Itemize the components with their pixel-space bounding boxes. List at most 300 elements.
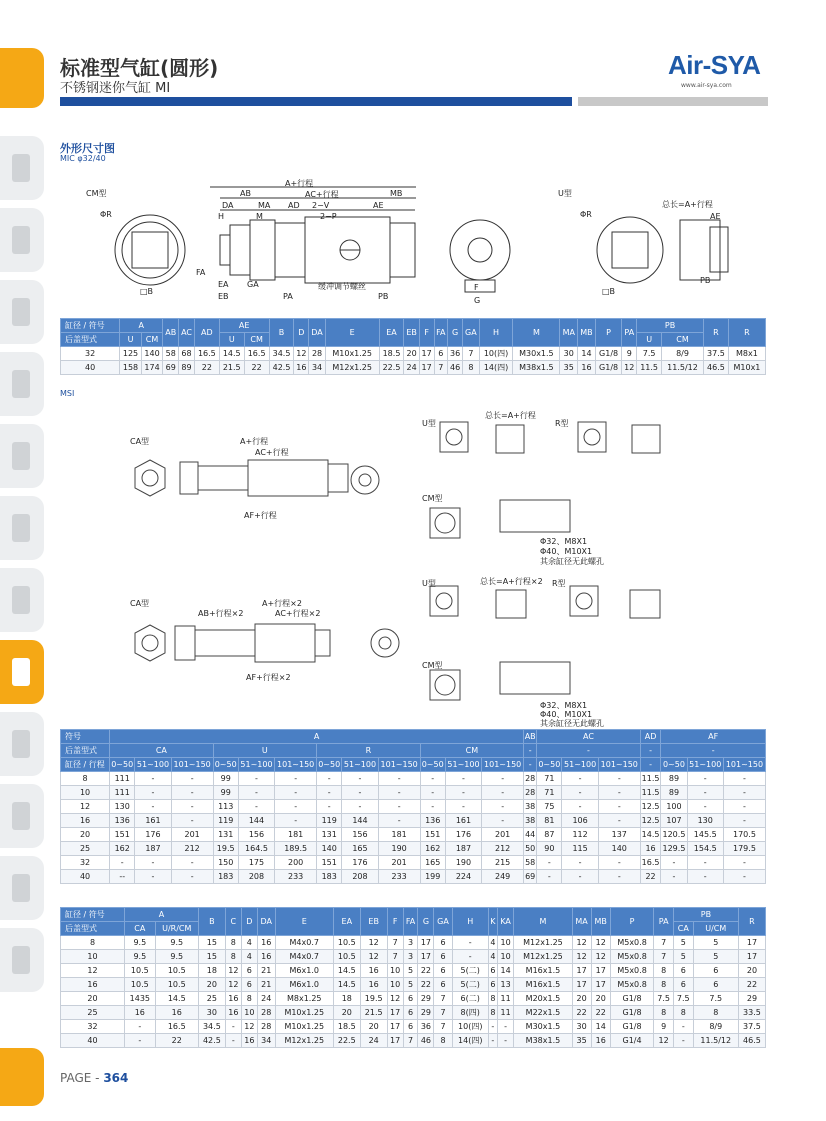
table-cell: 7 [434,1020,452,1034]
table-cell: 21 [257,978,275,992]
table-cell: 6 [434,978,452,992]
table-header: AC [179,319,195,347]
table-cell: - [342,786,378,800]
table-cell: 37.5 [738,1020,765,1034]
table-cell: 12.5 [640,814,661,828]
table-cell: 161 [135,814,171,828]
table-header: D [241,908,257,936]
table-cell: 9.5 [125,950,156,964]
table-cell: 145.5 [687,828,723,842]
table-cell: 38 [524,800,537,814]
table-header: P [610,908,654,936]
table-cell: M10x1.25 [275,1006,333,1020]
table-cell: M4x0.7 [275,950,333,964]
table-cell: 9 [622,347,637,361]
table-cell: 8 [61,772,110,786]
table-header: CM [244,333,269,347]
ad-label: AD [288,201,300,210]
table-header: GA [462,319,479,347]
table-cell: 34.5 [198,1020,225,1034]
table-cell: 8 [241,992,257,1006]
table-cell: 174 [141,361,163,375]
table-cell: 22 [418,964,434,978]
table-header: CM [141,333,163,347]
table-cell: - [275,772,317,786]
table-cell: 12.5 [640,800,661,814]
table-cell: 18 [198,964,225,978]
table-cell: 12 [622,361,637,375]
table-row [61,978,766,992]
table-cell: 131 [317,828,342,842]
table-cell: 8(四) [452,1006,488,1020]
table-cell: 165 [342,842,378,856]
table-cell: 6 [403,1006,418,1020]
table-cell: 16 [241,1034,257,1048]
table-cell: - [275,800,317,814]
table-cell: - [598,772,640,786]
table-cell: 17 [418,950,434,964]
table-cell: 11.5 [637,361,662,375]
table-cell: 20 [333,1006,360,1020]
table-header: E [325,319,379,347]
ab-label: AB [240,189,251,198]
table-cell: 46 [418,1034,434,1048]
h-label: H [218,212,225,221]
table-cell: 8/9 [662,347,704,361]
table-cell: 8 [434,1034,452,1048]
table-cell: - [661,870,687,884]
table-header: R [738,908,765,936]
table-cell: M12x1.25 [275,1034,333,1048]
table-cell: - [537,856,562,870]
table-cell: 18 [333,992,360,1006]
table-cell: - [723,772,765,786]
table-cell: 28 [257,1006,275,1020]
f-label: F [474,283,479,292]
table-header: 51~100 [135,758,171,772]
msi-label: MSI [60,389,75,398]
table-cell: 4 [488,950,497,964]
table-cell: M30x1.5 [513,347,560,361]
table-cell: 12 [294,347,309,361]
table-cell: 4 [488,936,497,950]
cm-type-label: CM型 [86,189,107,198]
table-header: 后盖型式 [61,922,125,936]
product-icon [12,946,30,974]
table-cell: 28 [257,1020,275,1034]
table-header: DA [257,908,275,936]
table-cell: M30x1.5 [514,1020,572,1034]
table-cell: 17 [419,361,434,375]
table-cell: 4 [241,936,257,950]
table-header: B [269,319,294,347]
table-header: 0~50 [110,758,135,772]
table-header: M [513,319,560,347]
table-cell: 40 [61,361,120,375]
table-cell: 125 [120,347,142,361]
table-cell: 22 [591,1006,610,1020]
table-cell: 44 [524,828,537,842]
m-label: M [256,212,263,221]
ca2-cm-type-label: CM型 [422,661,443,670]
table-header: 51~100 [562,758,598,772]
ca2-r-type-label: R型 [552,579,566,588]
table-cell: 14.5 [333,978,360,992]
table-header: MB [578,319,596,347]
table-cell: - [171,856,213,870]
table-header: FA [403,908,418,936]
table-cell: 12 [591,950,610,964]
table-cell: 5 [673,936,693,950]
table-cell: 17 [591,964,610,978]
table-cell: - [723,800,765,814]
msi-a-stroke-label: A+行程 [240,437,269,446]
table-cell: - [537,870,562,884]
table-cell: 8 [462,361,479,375]
table-cell: 5(二) [452,964,488,978]
table-cell: - [482,800,524,814]
product-icon [12,586,30,614]
table-cell: 16 [360,964,387,978]
table-cell: 12 [572,950,591,964]
table-cell: M12x1.25 [514,936,572,950]
table-cell: 25 [198,992,225,1006]
table-cell: 50 [524,842,537,856]
table-cell: 11.5/12 [662,361,704,375]
table-cell: 150 [213,856,238,870]
table-cell: 8 [225,936,241,950]
b-label: □B [140,287,154,296]
sidebar-item-12[interactable] [0,928,44,992]
table-cell: 176 [342,856,378,870]
table-cell: - [687,870,723,884]
table-cell: - [562,772,598,786]
table-cell: - [687,800,723,814]
table-cell: 179.5 [723,842,765,856]
table-cell: 6 [488,978,497,992]
table-header: 后盖型式 [61,744,110,758]
table-row [61,1020,766,1034]
table-cell: 111 [110,786,135,800]
table-cell: 22 [155,1034,198,1048]
table-cell: 16 [61,814,110,828]
table-cell: - [420,786,445,800]
table-cell: 46.5 [738,1034,765,1048]
table-cell: 14.5 [333,964,360,978]
table-cell: 7.5 [673,992,693,1006]
table-cell: 20 [61,828,110,842]
table-cell: 162 [110,842,135,856]
sidebar-item-10[interactable] [0,784,44,848]
table-cell: 6 [488,964,497,978]
sidebar-item-4[interactable] [0,352,44,416]
ae-label-u: AE [710,212,721,221]
table1-body [61,347,766,375]
brand-url: www.air-sya.com [681,82,732,89]
table-header: EA [379,319,404,347]
table-cell: - [420,800,445,814]
table-cell: 10 [241,1006,257,1020]
table-cell: 10.5 [155,978,198,992]
table-cell: 7 [434,1006,452,1020]
section-title: 外形尺寸图 [60,142,115,155]
table-cell: - [687,856,723,870]
table-cell: 12 [225,978,241,992]
table-cell: - [723,856,765,870]
sidebar-item-5[interactable] [0,424,44,488]
sidebar-item-active[interactable] [0,640,44,704]
table-cell: 21 [257,964,275,978]
table-cell: - [723,870,765,884]
table-cell: 10 [387,964,403,978]
table-cell: 17 [418,936,434,950]
table-cell: 215 [482,856,524,870]
table-cell: - [225,1034,241,1048]
table-header: PB [637,319,704,333]
table-header: A [120,319,163,333]
table-cell: 183 [317,870,342,884]
phi-r-label-u: ΦR [580,210,592,219]
table-cell: 136 [420,814,445,828]
table-cell: 9 [654,1020,674,1034]
table-cell: 20 [572,992,591,1006]
table-cell: M8x1 [728,347,765,361]
table-cell: 16 [61,978,125,992]
table-header: CA [125,922,156,936]
table-header: CM [662,333,704,347]
table-cell: M6x1.0 [275,964,333,978]
table-cell: 12 [387,992,403,1006]
table-cell: 6 [403,992,418,1006]
ca2-note-1: Φ32、M8X1 [540,701,588,710]
msi-u-type-label: U型 [422,419,436,428]
sidebar-item-3[interactable] [0,280,44,344]
table-cell: - [378,772,420,786]
table-cell: 7.5 [654,992,674,1006]
msi-r-type-label: R型 [555,419,569,428]
da-label: DA [222,201,234,210]
ca-type-label: CA型 [130,437,150,446]
table-header: B [198,908,225,936]
table-cell: 3 [403,950,418,964]
msi-note-3: 其余缸径无此螺孔 [540,557,604,566]
table-cell: 38 [524,814,537,828]
table-cell: - [497,1034,514,1048]
table-header: F [387,908,403,936]
table-header: MB [591,908,610,936]
b-label-u: □B [602,287,616,296]
mic-dimension-table [60,318,766,375]
ca2-type-label: CA型 [130,599,150,608]
ca2-note-3: 其余缸径无此螺孔 [540,719,604,728]
table-cell: 187 [445,842,481,856]
table-header: MA [572,908,591,936]
table-cell: - [171,800,213,814]
table-cell: 208 [238,870,274,884]
msi-note-1: Φ32、M8X1 [540,537,588,546]
table-cell: 8 [654,1006,674,1020]
table-cell: 187 [135,842,171,856]
table-cell: 7 [387,950,403,964]
table-cell: 181 [275,828,317,842]
table-header: 51~100 [445,758,481,772]
table-header: D [294,319,309,347]
table-cell: 9.5 [155,950,198,964]
table-cell: 140 [141,347,163,361]
table-cell: 115 [562,842,598,856]
table-cell: 119 [213,814,238,828]
table-cell: - [661,856,687,870]
table-cell: G1/8 [610,992,654,1006]
table-cell: 71 [537,786,562,800]
table-row [61,828,766,842]
msi-stroke-table [60,729,766,884]
table-header: DA [309,319,326,347]
ca2-a-stroke-label: A+行程×2 [262,599,302,608]
table-cell: 7 [654,950,674,964]
table-row [61,800,766,814]
sidebar-item-9[interactable] [0,712,44,776]
table-header: R [703,319,728,347]
table-cell: 22 [738,978,765,992]
table-cell: - [171,772,213,786]
table-cell: 6 [434,936,452,950]
sidebar-item-7[interactable] [0,568,44,632]
brand-logo: Air-SYA [668,50,761,80]
sidebar-item-11[interactable] [0,856,44,920]
msi-ac-stroke-label: AC+行程 [255,448,289,457]
table-cell: 106 [562,814,598,828]
table-row [61,964,766,978]
table-cell: 10(四) [479,347,513,361]
table-row [61,1034,766,1048]
table-cell: - [482,786,524,800]
table-cell: 24 [404,361,419,375]
table-cell: 15 [198,936,225,950]
table-cell: 22.5 [379,361,404,375]
table-cell: 189.5 [275,842,317,856]
table-cell: 42.5 [198,1034,225,1048]
table-cell: - [482,814,524,828]
table-cell: 16 [578,361,596,375]
table-cell: 176 [135,828,171,842]
product-icon [12,442,30,470]
table-cell: 16 [257,950,275,964]
table-cell: 5 [673,950,693,964]
table-cell: 14.5 [219,347,244,361]
table-cell: 12 [360,950,387,964]
table-cell: 32 [61,347,120,361]
table-cell: 46 [448,361,463,375]
table-cell: 46.5 [703,361,728,375]
category-sidebar [0,136,44,1000]
table-cell: 8/9 [693,1020,738,1034]
table-header: MA [560,319,578,347]
table-cell: 14(四) [479,361,513,375]
table-cell: 10.5 [125,978,156,992]
table-cell: 154.5 [687,842,723,856]
table-cell: - [135,856,171,870]
table-cell: - [598,800,640,814]
table-cell: 6 [434,347,448,361]
pb-label: PB [378,292,389,301]
product-icon [12,802,30,830]
table-cell: 36 [448,347,463,361]
table-header: 后盖型式 [61,333,120,347]
table-cell: 21.5 [360,1006,387,1020]
table-cell: 164.5 [238,842,274,856]
table-cell: 20 [198,978,225,992]
table-cell: 99 [213,786,238,800]
table-cell: 5 [403,964,418,978]
table-cell: 30 [560,347,578,361]
table-cell: - [317,800,342,814]
sidebar-item-6[interactable] [0,496,44,560]
table-cell: 190 [378,842,420,856]
table-cell: 16 [257,936,275,950]
table-cell: 14.5 [640,828,661,842]
table-cell: M12x1.25 [514,950,572,964]
table-cell: 158 [120,361,142,375]
table-cell: - [238,772,274,786]
table-cell: - [452,936,488,950]
table-cell: 151 [317,856,342,870]
ca2-af-stroke-label: AF+行程×2 [246,673,291,682]
table-cell: - [687,786,723,800]
table-cell: M22x1.5 [514,1006,572,1020]
sidebar-item-1[interactable] [0,136,44,200]
table-header: AD [194,319,219,347]
table-cell: 6 [403,1020,418,1034]
table-cell: 156 [342,828,378,842]
table-header: EB [360,908,387,936]
table-cell: 8 [488,1006,497,1020]
table-cell: M5x0.8 [610,936,654,950]
table-cell: 25 [61,842,110,856]
table-cell: 233 [378,870,420,884]
table-cell: 8 [654,978,674,992]
table-header: P [595,319,622,347]
table-header: 101~150 [482,758,524,772]
table-cell: 212 [171,842,213,856]
table-cell: 12 [61,964,125,978]
table-cell: 17 [738,950,765,964]
table-cell: 89 [179,361,195,375]
table-cell: 8 [61,936,125,950]
table-cell: G1/4 [610,1034,654,1048]
table-cell: 7 [434,992,452,1006]
table-cell: 90 [537,842,562,856]
table-cell: - [125,1034,156,1048]
table-row [61,992,766,1006]
table-header: U [219,333,244,347]
sidebar-item-2[interactable] [0,208,44,272]
cushion-screw-label: 缓冲调节螺丝 [318,282,366,291]
table-cell: 6 [673,964,693,978]
table-cell: 14.5 [155,992,198,1006]
table-cell: 20 [360,1020,387,1034]
table-cell: M38x1.5 [514,1034,572,1048]
table-header: H [452,908,488,936]
table-cell: 6 [241,978,257,992]
table-cell: 28 [309,347,326,361]
table-cell: - [420,772,445,786]
table-cell: 17 [387,1006,403,1020]
table-cell: 7 [434,361,448,375]
table-cell: 87 [537,828,562,842]
table-cell: - [135,772,171,786]
table-cell: 7 [654,936,674,950]
